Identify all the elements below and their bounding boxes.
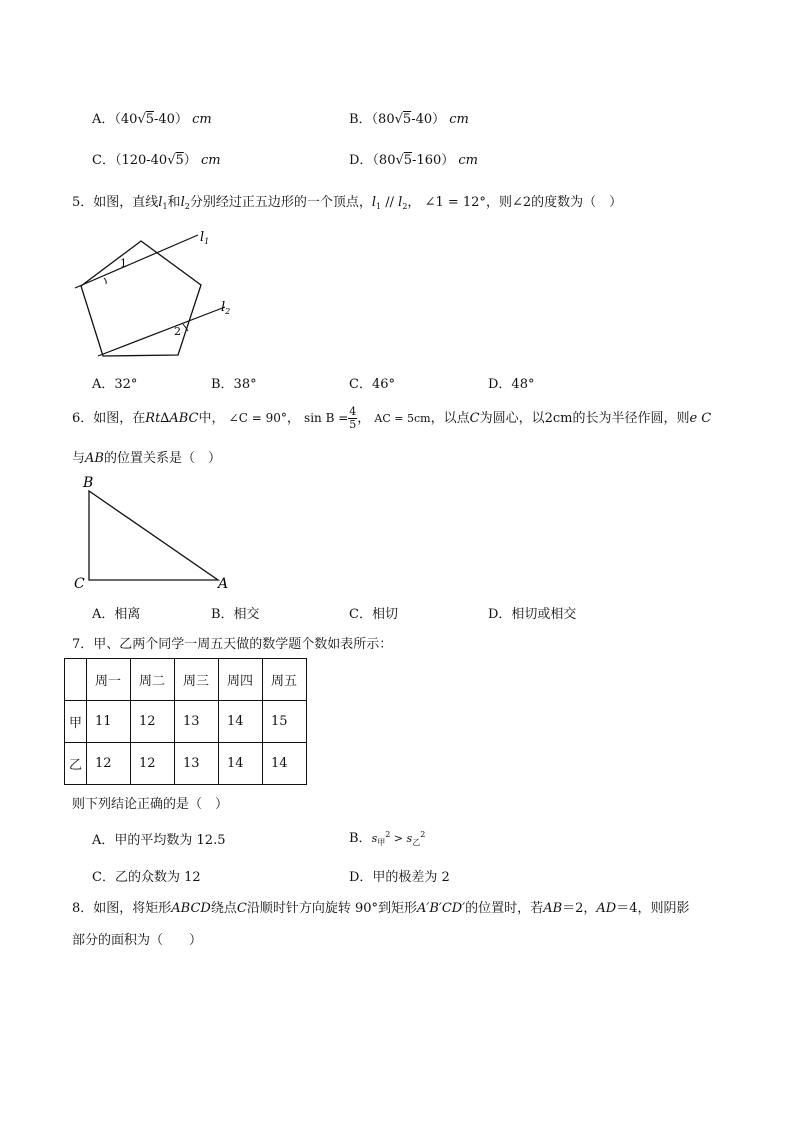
table-cell: 14 [219,701,263,743]
q7-option-a: A．甲的平均数为 12.5 [92,833,226,848]
angle-1-label: 1 [120,257,127,270]
question-6-stem: 6．如图，在Rt∆ABC中， ∠C = 90°， sin B = $\frac{4}{5}$ ， AC = 5cm，以点C为圆心，以2cm的长为半径作圆，则e C [72,405,712,431]
option-c: C．（120-40√5） cm [92,153,221,168]
table-cell: 15 [263,701,307,743]
table-header-cell: 周四 [219,659,263,701]
question-8-stem: 8．如图，将矩形ABCD绕点C沿顺时针方向旋转 90°到矩形A′B′CD′的位置时，若AB＝2，AD＝4，则阴影 [72,901,690,916]
question-7-follow: 则下列结论正确的是（ ） [72,797,229,812]
angle-1-arc [104,278,106,284]
q7-option-c: C．乙的众数为 12 [92,870,201,885]
label-b: B [83,475,94,491]
table-cell: 12 [87,743,131,785]
q6-option-c: C．相切 [349,607,398,622]
question-7-stem: 7．甲、乙两个同学一周五天做的数学题个数如表所示： [72,637,393,652]
question-5-stem: 5．如图，直线$l_1$和$l_2$分别经过正五边形的一个顶点，$l_1 // l_2$， ∠1 = 12°，则∠2的度数为（ ） [72,195,623,211]
table-row [65,743,307,785]
table-header-cell: 周二 [131,659,175,701]
q7-option-b: B．$s_甲^2 > s_乙^2$ [349,830,426,847]
q5-option-b: B．38° [211,377,257,392]
sqrt-symbol: √ [395,153,404,168]
triangle [89,491,218,580]
l1-label: $l_1$ [200,230,210,246]
table-cell: 13 [175,701,219,743]
option-b: B．（80√5-40） cm [349,112,469,127]
label-a: A [218,576,229,592]
option-a: A．（40√5-40） cm [92,112,212,127]
l2-label: $l_2$ [221,300,231,316]
sqrt-symbol: √ [167,153,176,168]
table-header-row [65,659,307,701]
line-l1 [75,235,198,288]
table-row [65,701,307,743]
table-cell: 14 [219,743,263,785]
table-header-cell [65,659,87,701]
q5-option-d: D．48° [488,377,535,392]
table-cell: 12 [131,743,175,785]
data-table [64,658,307,785]
q5-option-a: A．32° [92,377,138,392]
table-cell: 11 [87,701,131,743]
triangle-figure [72,472,242,592]
q6-option-d: D．相切或相交 [488,607,577,622]
q5-option-c: C．46° [349,377,395,392]
sqrt-symbol: √ [394,112,403,127]
table-cell: 13 [175,743,219,785]
q7-option-d: D．甲的极差为 2 [349,870,450,885]
q6-option-a: A．相离 [92,607,141,622]
pentagon [81,241,201,356]
pentagon-figure [70,222,240,362]
table-header-cell: 周三 [175,659,219,701]
table-header-cell: 周一 [87,659,131,701]
label-c: C [74,576,85,592]
question-6-stem-line2: 与AB的位置关系是（ ） [72,451,221,466]
sqrt-symbol: √ [137,112,146,127]
table-cell: 12 [131,701,175,743]
question-8-stem-line2: 部分的面积为（ ） [72,933,203,948]
line-l2 [98,307,225,356]
q6-option-b: B．相交 [211,607,260,622]
table-header-cell: 周五 [263,659,307,701]
table-cell: 甲 [65,701,87,743]
angle-2-label: 2 [174,325,181,338]
option-d: D．（80√5-160） cm [349,153,479,168]
table-cell: 14 [263,743,307,785]
table-cell: 乙 [65,743,87,785]
fraction: $\frac{4}{5}$ [349,405,357,431]
